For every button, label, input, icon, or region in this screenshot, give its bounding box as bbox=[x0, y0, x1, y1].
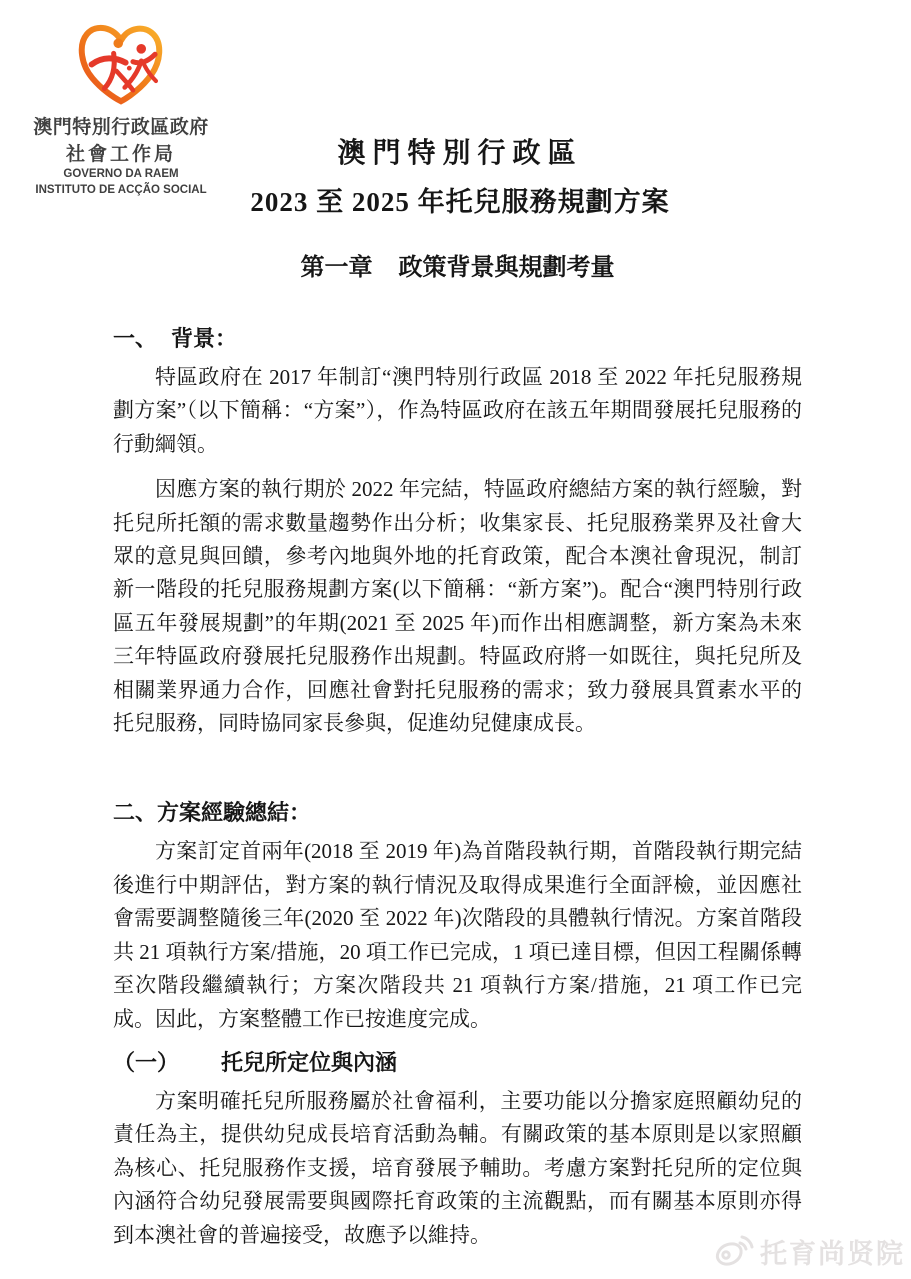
section-heading-experience-summary bbox=[113, 800, 802, 826]
section-title: 背景： bbox=[171, 326, 238, 351]
org-name-pt-line1: GOVERNO DA RAEM bbox=[63, 168, 179, 180]
section-title: 方案經驗總結： bbox=[157, 800, 312, 826]
section-heading-background bbox=[113, 326, 802, 352]
title-line2: 2023 至 2025 年托兒服務規劃方案 bbox=[250, 187, 670, 217]
watermark bbox=[713, 1232, 905, 1271]
org-name-pt-line2: INSTITUTO DE ACÇÃO SOCIAL bbox=[35, 183, 207, 196]
paragraph: 方案明確托兒所服務屬於社會福利，主要功能以分擔家庭照顧幼兒的責任為主，提供幼兒成長培育活動為輔。有關政策的基本原則是以家照顧為核心、托兒服務作支援，培育發展予輔助。考慮方案對托兒所的定位與內涵符合幼兒發展需要與國際托育政策的主流觀點，而有關基本原則亦得到本澳社會的普遍接受，故應予以維持。 bbox=[113, 1088, 802, 1247]
paragraph: 因應方案的執行期於 2022 年完結，特區政府總結方案的執行經驗，對托兒所托額的需求數量趨勢作出分析；收集家長、托兒服務業界及社會大眾的意見與回饋，參考內地與外地的托育政策，配合本澳社會現況，制訂新一階段的托兒服務規劃方案(以下簡稱：“新方案”)。配合“澳門特別行政區五年發展規劃”的年期(2021 至 2025 年)而作出相應調整，新方案為未來三年特區政府發展托兒服務作出規劃。特區政府將一如既往，與托兒所及相關業界通力合作，回應社會對托兒服務的需求；致力發展具質素水平的托兒服務，同時協同家長參與，促進幼兒健康成長。 bbox=[113, 477, 802, 736]
watermark-text: 托育尚贤院 bbox=[760, 1239, 905, 1269]
paragraph: 特區政府在 2017 年制訂“澳門特別行政區 2018 至 2022 年托兒服務規劃方案”（以下簡稱：“方案”），作為特區政府在該五年期間發展托兒服務的行動綱領。 bbox=[113, 365, 802, 456]
subsection-number: （一） bbox=[113, 1049, 180, 1075]
section-number: 二、 bbox=[113, 800, 158, 826]
paragraph: 方案訂定首兩年(2018 至 2019 年)為首階段執行期，首階段執行期完結後進行中期評估，對方案的執行情況及取得成果進行全面評檢，並因應社會需要調整隨後三年(2020 至 2022 年)次階段的具體執行情況。方案首階段共 21 項執行方案/措施，20 項工作已完成，1 項已達目標，但因工程關係轉至次階段繼續執行；方案次階段共 21 項執行方案/措施，21 項工作已完成。因此，方案整體工作已按進度完成。 bbox=[113, 839, 802, 1031]
chapter-heading bbox=[113, 247, 802, 282]
document-body bbox=[113, 326, 802, 1252]
ias-heart-logo-icon bbox=[75, 20, 167, 108]
org-name-zh-line2: 社會工作局 bbox=[65, 144, 176, 165]
weibo-icon bbox=[713, 1234, 755, 1270]
section-number: 一、 bbox=[113, 326, 158, 351]
subsection-title: 托兒所定位與內涵 bbox=[221, 1049, 398, 1075]
subsection-heading-positioning bbox=[113, 1050, 802, 1076]
org-name-zh-line1: 澳門特別行政區政府 bbox=[33, 117, 209, 138]
document-title bbox=[150, 131, 770, 219]
chapter-number: 第一章 bbox=[300, 255, 373, 281]
chapter-title: 政策背景與規劃考量 bbox=[398, 255, 615, 281]
title-line1: 澳門特別行政區 bbox=[337, 138, 583, 169]
